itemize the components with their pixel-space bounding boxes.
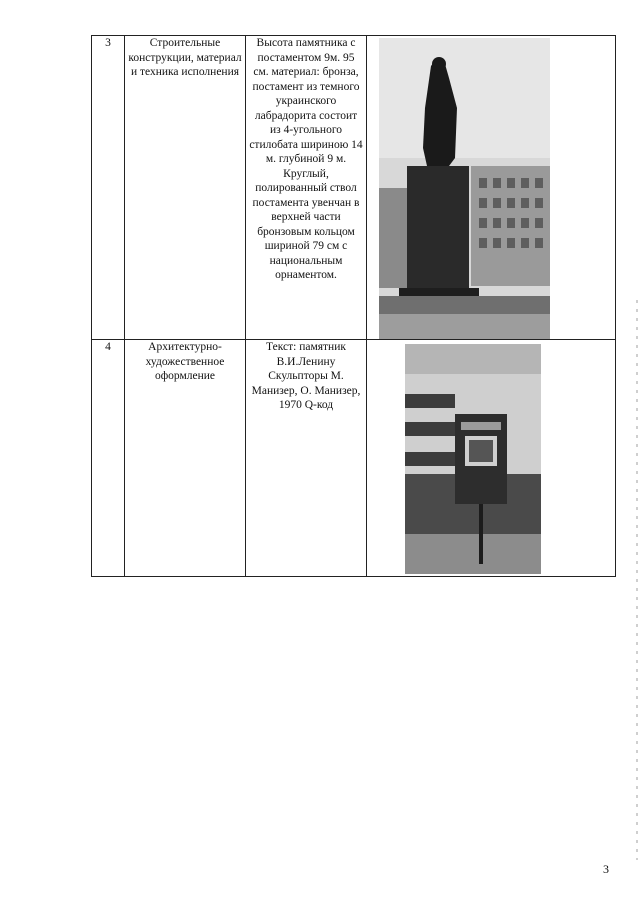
table-row [92, 340, 616, 577]
row-photo-cell [367, 340, 616, 577]
row-number: 4 [105, 341, 111, 353]
row-description-cell [246, 36, 367, 340]
row-name-cell [125, 36, 246, 340]
monument-info-table [91, 35, 616, 577]
row-description: Высота памятника с постаментом 9м. 95 см. материал: бронза, постамент из темного украинского лабрадорита состоит из 4-угольного стилобата шириною 14 м. глубиной 9 м. Круглый, полированный ствол постамента увенчан в верхней части бронзовым кольцом шириной 79 см с национальным орнаментом. [249, 37, 363, 281]
row-name: Архитектурно-художественное оформление [145, 341, 225, 382]
table-row [92, 36, 616, 340]
monument-photo-icon [379, 38, 550, 339]
row-photo-cell [367, 36, 616, 340]
plaque-photo-icon [405, 344, 541, 574]
row-name-cell [125, 340, 246, 577]
row-description: Текст: памятник В.И.Ленину Скульпторы М. Манизер, О. Манизер, 1970 Q-код [251, 341, 361, 411]
row-number: 3 [105, 37, 111, 49]
row-number-cell [92, 36, 125, 340]
row-description-cell [246, 340, 367, 577]
scan-edge-marks [636, 300, 638, 860]
row-number-cell [92, 340, 125, 577]
row-name: Строительные конструкции, материал и техника исполнения [128, 37, 242, 78]
page-number: 3 [603, 862, 609, 876]
